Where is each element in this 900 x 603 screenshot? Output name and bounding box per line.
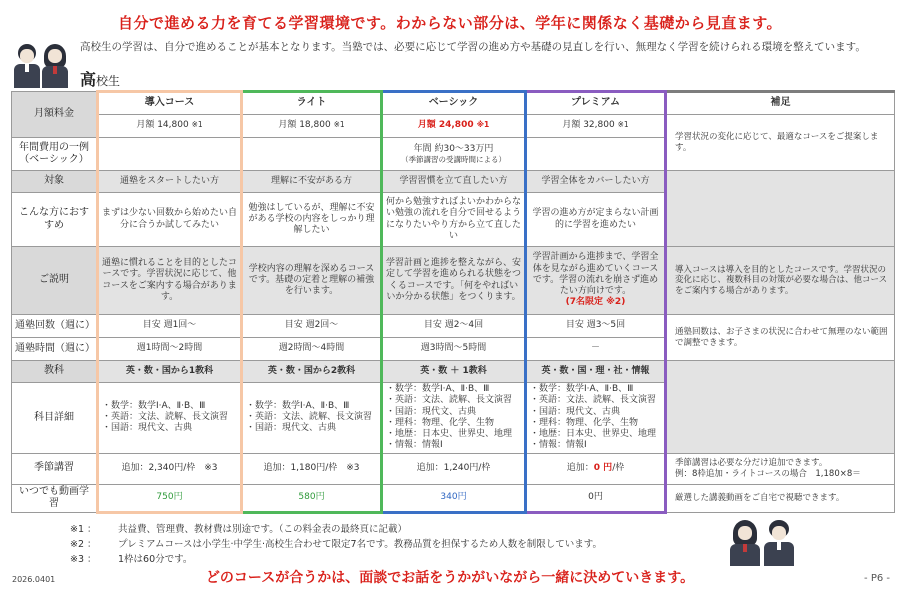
footnote-3: ※3 ： 1枠は60分です。 — [70, 553, 193, 565]
seasonal-note-line1: 季節講習は必要な分だけ追加できます。 — [675, 457, 828, 468]
target-light: 理解に不安がある方 — [242, 171, 382, 193]
student-girl-illustration — [42, 44, 68, 88]
detail-intro — [98, 383, 242, 454]
pricing-table — [11, 90, 895, 514]
annual-premium — [526, 138, 666, 171]
detail-premium-line: ・地歴：日本史、世界史、地理 — [530, 429, 657, 439]
detail-intro-line: ・英語：文法、読解、長文演習 — [102, 412, 229, 423]
student-girl-bottom-illustration — [730, 520, 760, 566]
row-label-target: 対象 — [12, 171, 98, 193]
subline: 高校生の学習は、自分で進めることが基本となります。当塾では、必要に応じて学習の進め方や基礎の見直しを行い、無理なく学習を続けられる環境を整えています。 — [80, 41, 866, 53]
desc-note: 導入コースは導入を目的としたコースです。学習状況の変化に応じ、複数科目の対策が必要な場合は、他コースをご案内する場合があります。 — [666, 247, 895, 315]
video-intro: 750円 — [98, 484, 242, 512]
detail-basic-line: ・国語：現代文、古典 — [386, 406, 477, 417]
subjects-note — [666, 361, 895, 454]
detail-intro-line: ・国語：現代文、古典 — [102, 423, 193, 434]
seasonal-note-line2: 例：8枠追加・ライトコースの場合 1,180×8＝ — [675, 468, 861, 479]
target-premium: 学習全体をカバーしたい方 — [526, 171, 666, 193]
freq-premium: 目安 週3～5回 — [526, 315, 666, 338]
row-fee — [12, 115, 895, 138]
row-seasonal — [12, 453, 895, 484]
annual-basic-note: （季節講習の受講時間による） — [401, 154, 506, 164]
row-label-recommend: こんな方におすすめ — [12, 193, 98, 247]
section-title-main: 高 — [80, 70, 97, 89]
section-title — [80, 67, 120, 90]
fee-note: 学習状況の変化に応じて、最適なコースをご提案します。 — [666, 115, 895, 171]
row-label-hours: 通塾時間（週に） — [12, 338, 98, 361]
subjects-light: 英・数・国から2教科 — [242, 361, 382, 383]
fee-light: 月額 18,800 ※1 — [242, 115, 382, 138]
seasonal-note — [666, 453, 895, 484]
desc-premium-limit: (7名限定 ※2) — [565, 297, 626, 308]
detail-basic — [382, 383, 526, 454]
detail-premium-line: ・理科：物理、化学、生物 — [530, 417, 639, 428]
detail-light-line: ・国語：現代文、古典 — [246, 423, 337, 434]
video-premium: 0円 — [526, 484, 666, 512]
row-label-fee: 月額料金 — [12, 92, 98, 138]
row-freq — [12, 315, 895, 338]
fee-basic: 月額 24,800 ※1 — [382, 115, 526, 138]
row-label-detail: 科目詳細 — [12, 383, 98, 454]
page-number: - P6 - — [864, 573, 890, 584]
freq-basic: 目安 週2～4回 — [382, 315, 526, 338]
annual-basic-amount: 年間 約30～33万円 — [413, 143, 494, 154]
target-intro: 通塾をスタートしたい方 — [98, 171, 242, 193]
freq-note: 通塾回数は、お子さまの状況に合わせて無理のない範囲で調整できます。 — [666, 315, 895, 361]
detail-basic-line: ・英語：文法、読解、長文演習 — [386, 395, 513, 406]
hours-basic: 週3時間～5時間 — [382, 338, 526, 361]
detail-premium-line: ・数学：数学Ⅰ·A、Ⅱ·B、Ⅲ — [530, 384, 634, 394]
row-subjects — [12, 361, 895, 383]
recommend-light: 勉強はしているが、理解に不安がある学校の内容をしっかり理解したい — [242, 193, 382, 247]
subjects-premium: 英・数・国・理・社・情報 — [526, 361, 666, 383]
col-header-light: ライト — [242, 92, 382, 115]
footnotes — [70, 520, 602, 565]
col-header-basic: ベーシック — [382, 92, 526, 115]
desc-intro: 通塾に慣れることを目的としたコースです。学習状況に応じて、他コースをご案内する場合があります。 — [98, 247, 242, 315]
fee-premium: 月額 32,800 ※1 — [526, 115, 666, 138]
detail-light — [242, 383, 382, 454]
recommend-premium: 学習の進め方が定まらない計画的に学習を進めたい — [526, 193, 666, 247]
desc-basic: 学習計画と進捗を整えながら、安定して学習を進められる状態をつくるコースです。「何をやればいいか分かる状態」をつくります。 — [382, 247, 526, 315]
recommend-intro: まずは少ない回数から始めたい自分に合うか試してみたい — [98, 193, 242, 247]
row-label-freq: 通塾回数（週に） — [12, 315, 98, 338]
row-target — [12, 171, 895, 193]
detail-basic-line: ・数学：数学Ⅰ·A、Ⅱ·B、Ⅲ — [386, 384, 490, 394]
detail-intro-line: ・数学：数学Ⅰ·A、Ⅱ·B、Ⅲ — [102, 400, 206, 411]
recommend-basic: 何から勉強すればよいかわからない勉強の流れを自分で回せるようになりたいやり方から立て直したい — [382, 193, 526, 247]
headline: 自分で進める力を育てる学習環境です。わからない部分は、学年に関係なく基礎から見直ます。 — [117, 14, 783, 32]
col-header-intro: 導入コース — [98, 92, 242, 115]
row-video — [12, 484, 895, 512]
target-basic: 学習習慣を立て直したい方 — [382, 171, 526, 193]
detail-premium-line: ・英語：文法、読解、長文演習 — [530, 395, 657, 406]
detail-light-line: ・数学：数学Ⅰ·A、Ⅱ·B、Ⅲ — [246, 400, 350, 411]
row-label-annual: 年間費用の一例（ベーシック） — [12, 138, 98, 171]
subjects-basic: 英・数 ＋ 1教科 — [382, 361, 526, 383]
hours-light: 週2時間～4時間 — [242, 338, 382, 361]
seasonal-intro: 追加：2,340円/枠 ※3 — [98, 453, 242, 484]
subjects-intro: 英・数・国から1教科 — [98, 361, 242, 383]
annual-basic — [382, 138, 526, 171]
row-label-seasonal: 季節講習 — [12, 453, 98, 484]
freq-light: 目安 週2回～ — [242, 315, 382, 338]
row-label-video: いつでも動画学習 — [12, 484, 98, 512]
seasonal-light: 追加：1,180円/枠 ※3 — [242, 453, 382, 484]
row-label-subjects: 教科 — [12, 361, 98, 383]
detail-light-line: ・英語：文法、読解、長文演習 — [246, 412, 373, 423]
hours-intro: 週1時間～2時間 — [98, 338, 242, 361]
video-light: 580円 — [242, 484, 382, 512]
detail-premium-line: ・情報：情報Ⅰ — [530, 440, 587, 451]
detail-basic-line: ・地歴：日本史、世界史、地理 — [386, 429, 513, 439]
target-note — [666, 171, 895, 247]
video-note: 厳選した講義動画をご自宅で視聴できます。 — [666, 484, 895, 512]
freq-intro: 目安 週1回～ — [98, 315, 242, 338]
video-basic: 340円 — [382, 484, 526, 512]
header-row — [12, 92, 895, 115]
annual-intro — [98, 138, 242, 171]
section-title-suffix: 校生 — [96, 74, 121, 88]
row-desc — [12, 247, 895, 315]
detail-premium-line: ・国語：現代文、古典 — [530, 406, 621, 417]
student-boy-bottom-illustration — [764, 520, 794, 566]
document-date: 2026.0401 — [12, 575, 56, 584]
footer-message: どのコースが合うかは、面談でお話をうかがいながら一緒に決めていきます。 — [205, 570, 695, 586]
detail-premium — [526, 383, 666, 454]
annual-light — [242, 138, 382, 171]
student-boy-illustration — [14, 44, 40, 88]
desc-premium-text: 学習計画から進捗まで、学習全体を見ながら進めていくコースです。学習の流れを崩さず進めたい方向けです。 — [532, 252, 659, 297]
detail-basic-line: ・情報：情報Ⅰ — [386, 440, 443, 451]
col-header-notes: 補足 — [666, 92, 895, 115]
seasonal-premium: 追加：0 円/枠 — [526, 453, 666, 484]
desc-light: 学校内容の理解を深めるコースです。基礎の定着と理解の補強を行います。 — [242, 247, 382, 315]
fee-intro: 月額 14,800 ※1 — [98, 115, 242, 138]
col-header-premium: プレミアム — [526, 92, 666, 115]
detail-basic-line: ・理科：物理、化学、生物 — [386, 417, 495, 428]
desc-premium — [526, 247, 666, 315]
footnote-1: ※1 ： 共益費、管理費、教材費は別途です。（この料金表の最終頁に記載） — [70, 523, 407, 535]
row-label-desc: ご説明 — [12, 247, 98, 315]
seasonal-basic: 追加：1,240円/枠 — [382, 453, 526, 484]
footnote-2: ※2 ： プレミアムコースは小学生·中学生·高校生合わせて限定7名です。教務品質を担保するため人数を制限しています。 — [70, 538, 603, 550]
hours-premium: － — [526, 338, 666, 361]
